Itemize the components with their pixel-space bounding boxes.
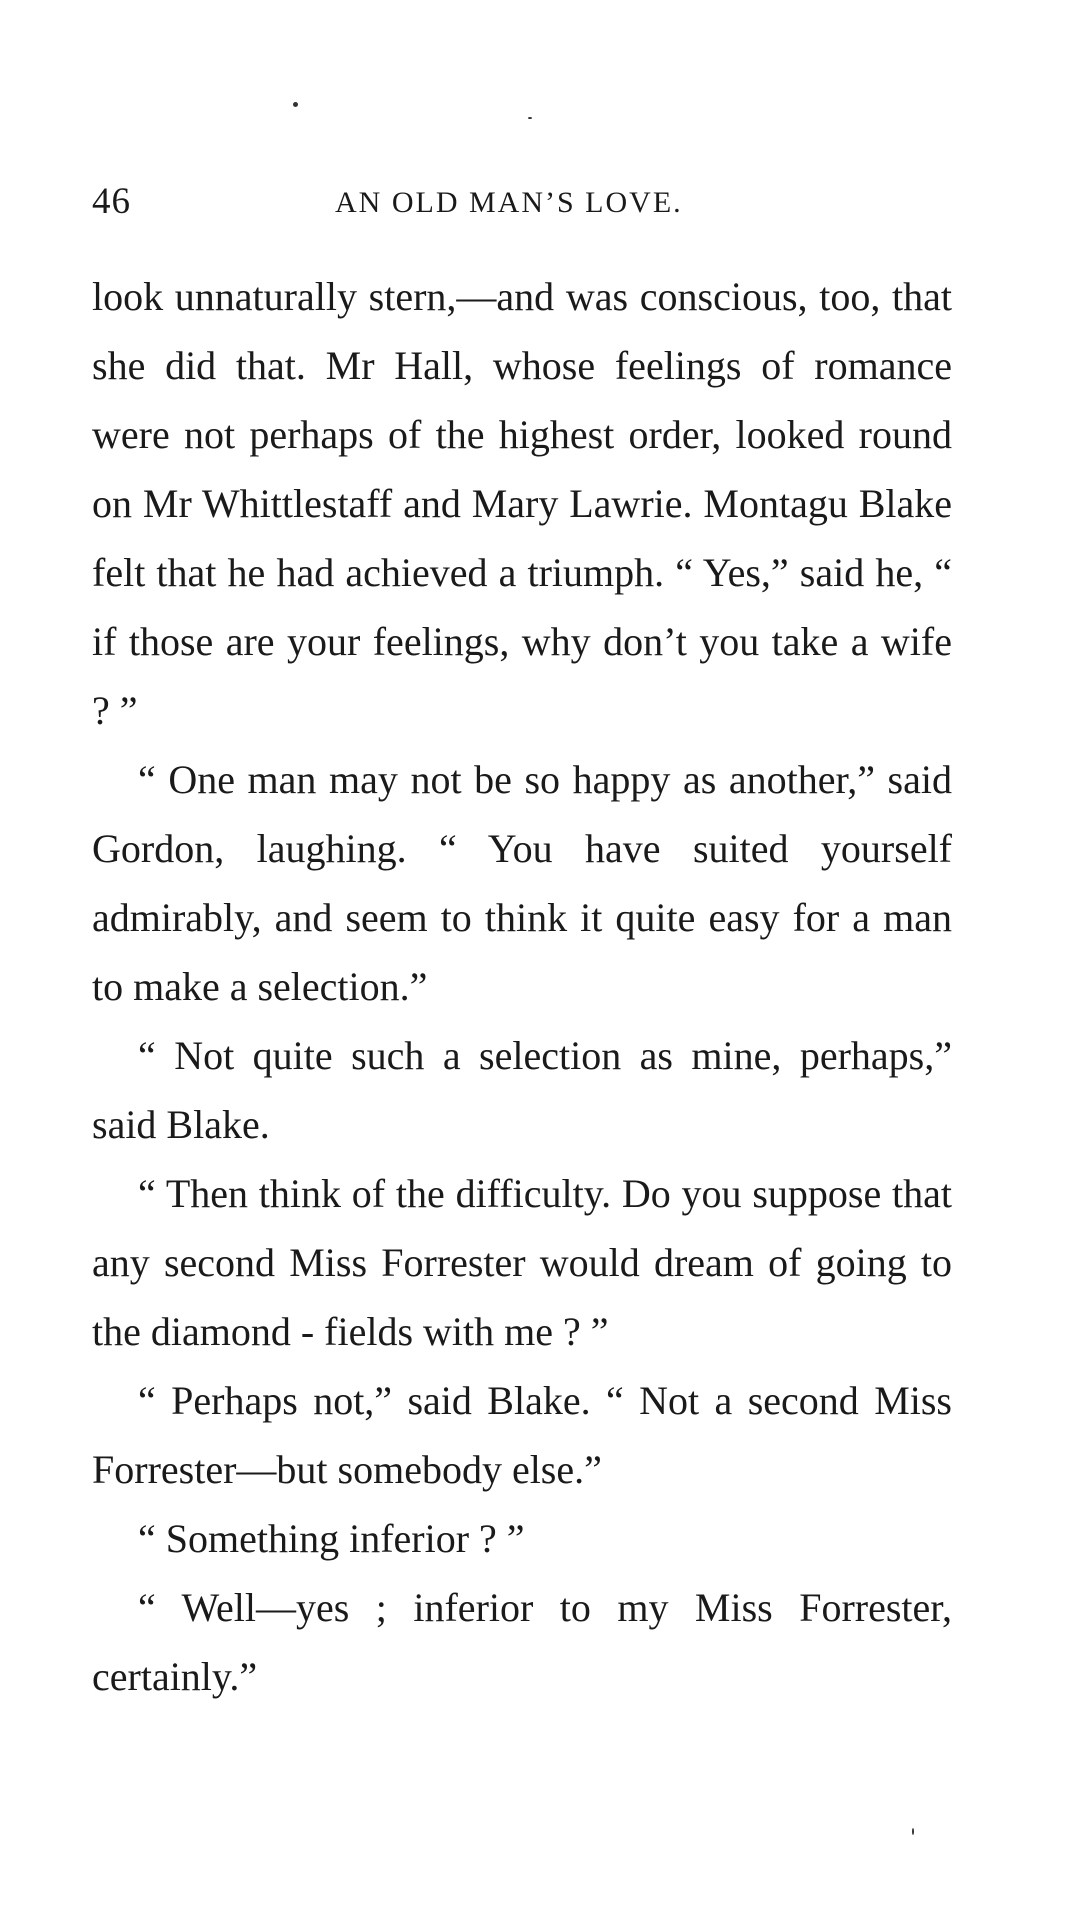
- running-title: AN OLD MAN’S LOVE.: [335, 186, 683, 219]
- page-number: 46: [92, 181, 131, 222]
- paragraph: “ Perhaps not,” said Blake. “ Not a second Miss Forrester—but somebody else.”: [92, 1378, 952, 1492]
- ink-speck: [912, 1828, 914, 1835]
- page-body: [92, 262, 952, 1711]
- ink-speck: [528, 117, 532, 119]
- paragraph: “ Not quite such a selection as mine, perhaps,” said Blake.: [92, 1033, 952, 1147]
- paragraph: look unnaturally stern,—and was conscious, too, that she did that. Mr Hall, whose feelings of romance were not perhaps of the highest order, looked round on Mr Whittlestaff and Mary Lawrie. Montagu Blake felt that he had achieved a triumph. “ Yes,” said he, “ if those are your feelings, why don’t you take a wife ? ”: [92, 274, 952, 733]
- paragraph: “ Well—yes ; inferior to my Miss Forrester, certainly.”: [92, 1585, 952, 1699]
- paragraph: “ Something inferior ? ”: [138, 1516, 525, 1561]
- page-header: [92, 180, 952, 230]
- ink-speck: [293, 102, 298, 107]
- paragraph: “ Then think of the difficulty. Do you suppose that any second Miss Forrester would dream of going to the diamond - fields with me ? ”: [92, 1171, 952, 1354]
- paragraph: “ One man may not be so happy as another,” said Gordon, laughing. “ You have suited yourself admirably, and seem to think it quite easy for a man to make a selection.”: [92, 757, 952, 1009]
